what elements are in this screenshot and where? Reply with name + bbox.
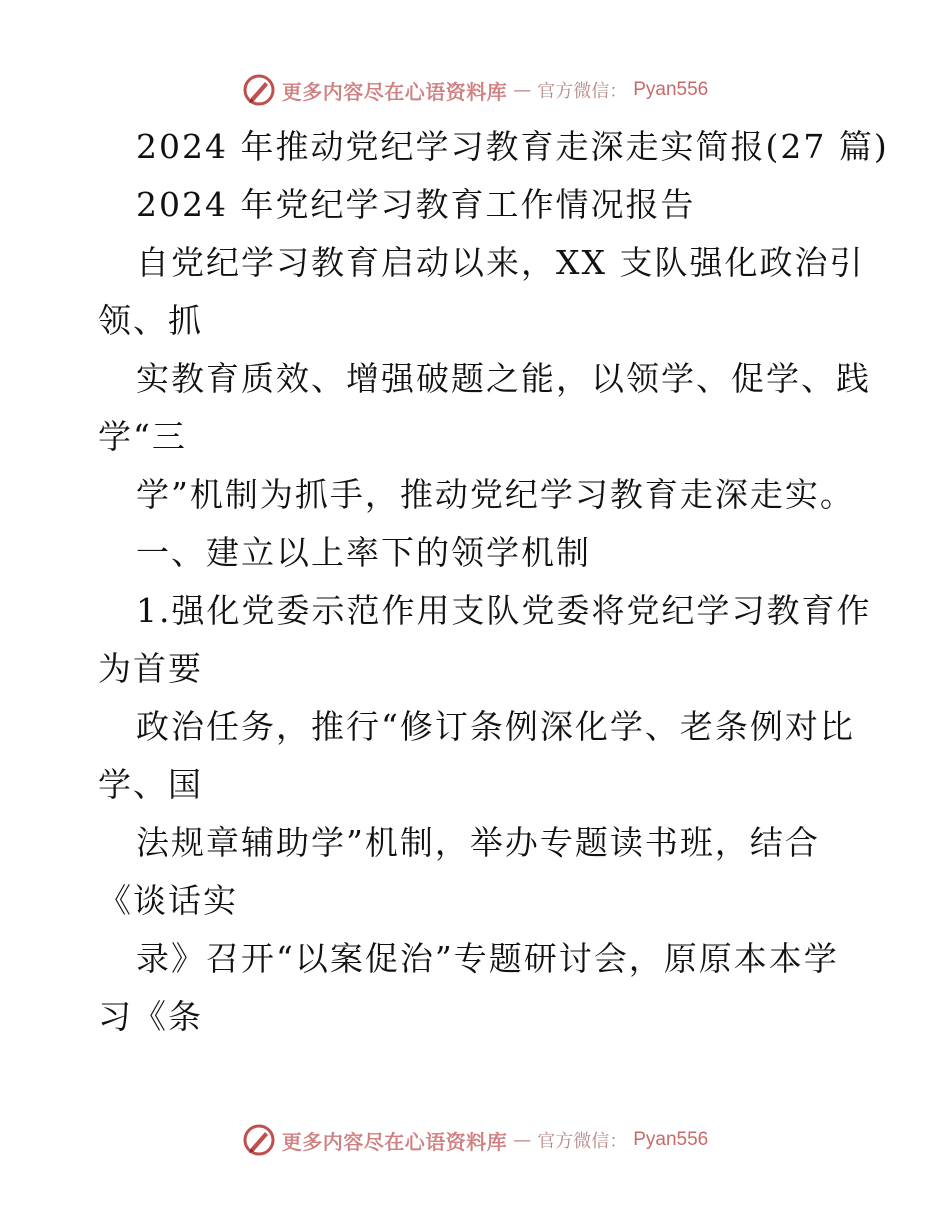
watermark-wechat-id: Pyan556	[633, 79, 709, 100]
watermark-text: 更多内容尽在心语资料库	[281, 1129, 508, 1154]
paragraph-line: 学”机制为抓手，推动党纪学习教育走深走实。	[136, 475, 855, 514]
watermark-footer	[0, 1120, 950, 1160]
watermark-separator: —	[513, 79, 532, 101]
paragraph-line: 学、国	[98, 765, 203, 804]
watermark-wechat-label: 官方微信：	[537, 1131, 628, 1152]
paragraph-line: 《谈话实	[98, 881, 238, 920]
watermark-header	[0, 70, 950, 110]
paragraph-line: 1.强化党委示范作用支队党委将党纪学习教育作	[136, 591, 872, 630]
paragraph-line: 领、抓	[98, 301, 203, 340]
watermark-separator: —	[513, 1129, 532, 1151]
watermark-wechat-label: 官方微信：	[537, 81, 628, 102]
document-subtitle: 2024 年党纪学习教育工作情况报告	[136, 185, 696, 224]
pen-logo-icon	[242, 73, 276, 107]
watermark-text: 更多内容尽在心语资料库	[281, 79, 508, 104]
pen-logo-icon	[242, 1123, 276, 1157]
paragraph-line: 学“三	[98, 417, 187, 456]
paragraph-line: 政治任务，推行“修订条例深化学、老条例对比	[136, 707, 855, 746]
watermark-wechat-id: Pyan556	[633, 1129, 709, 1150]
document-body	[98, 118, 889, 1046]
document-title: 2024 年推动党纪学习教育走深走实简报(27 篇)	[136, 127, 889, 166]
paragraph-line: 习《条	[98, 997, 203, 1036]
paragraph-line: 录》召开“以案促治”专题研讨会，原原本本学	[136, 939, 839, 978]
paragraph-line: 实教育质效、增强破题之能，以领学、促学、践	[136, 359, 871, 398]
paragraph-line: 为首要	[98, 649, 203, 688]
section-heading: 一、建立以上率下的领学机制	[136, 533, 591, 572]
paragraph-line: 自党纪学习教育启动以来，XX 支队强化政治引	[136, 243, 865, 282]
paragraph-line: 法规章辅助学”机制，举办专题读书班，结合	[136, 823, 820, 862]
